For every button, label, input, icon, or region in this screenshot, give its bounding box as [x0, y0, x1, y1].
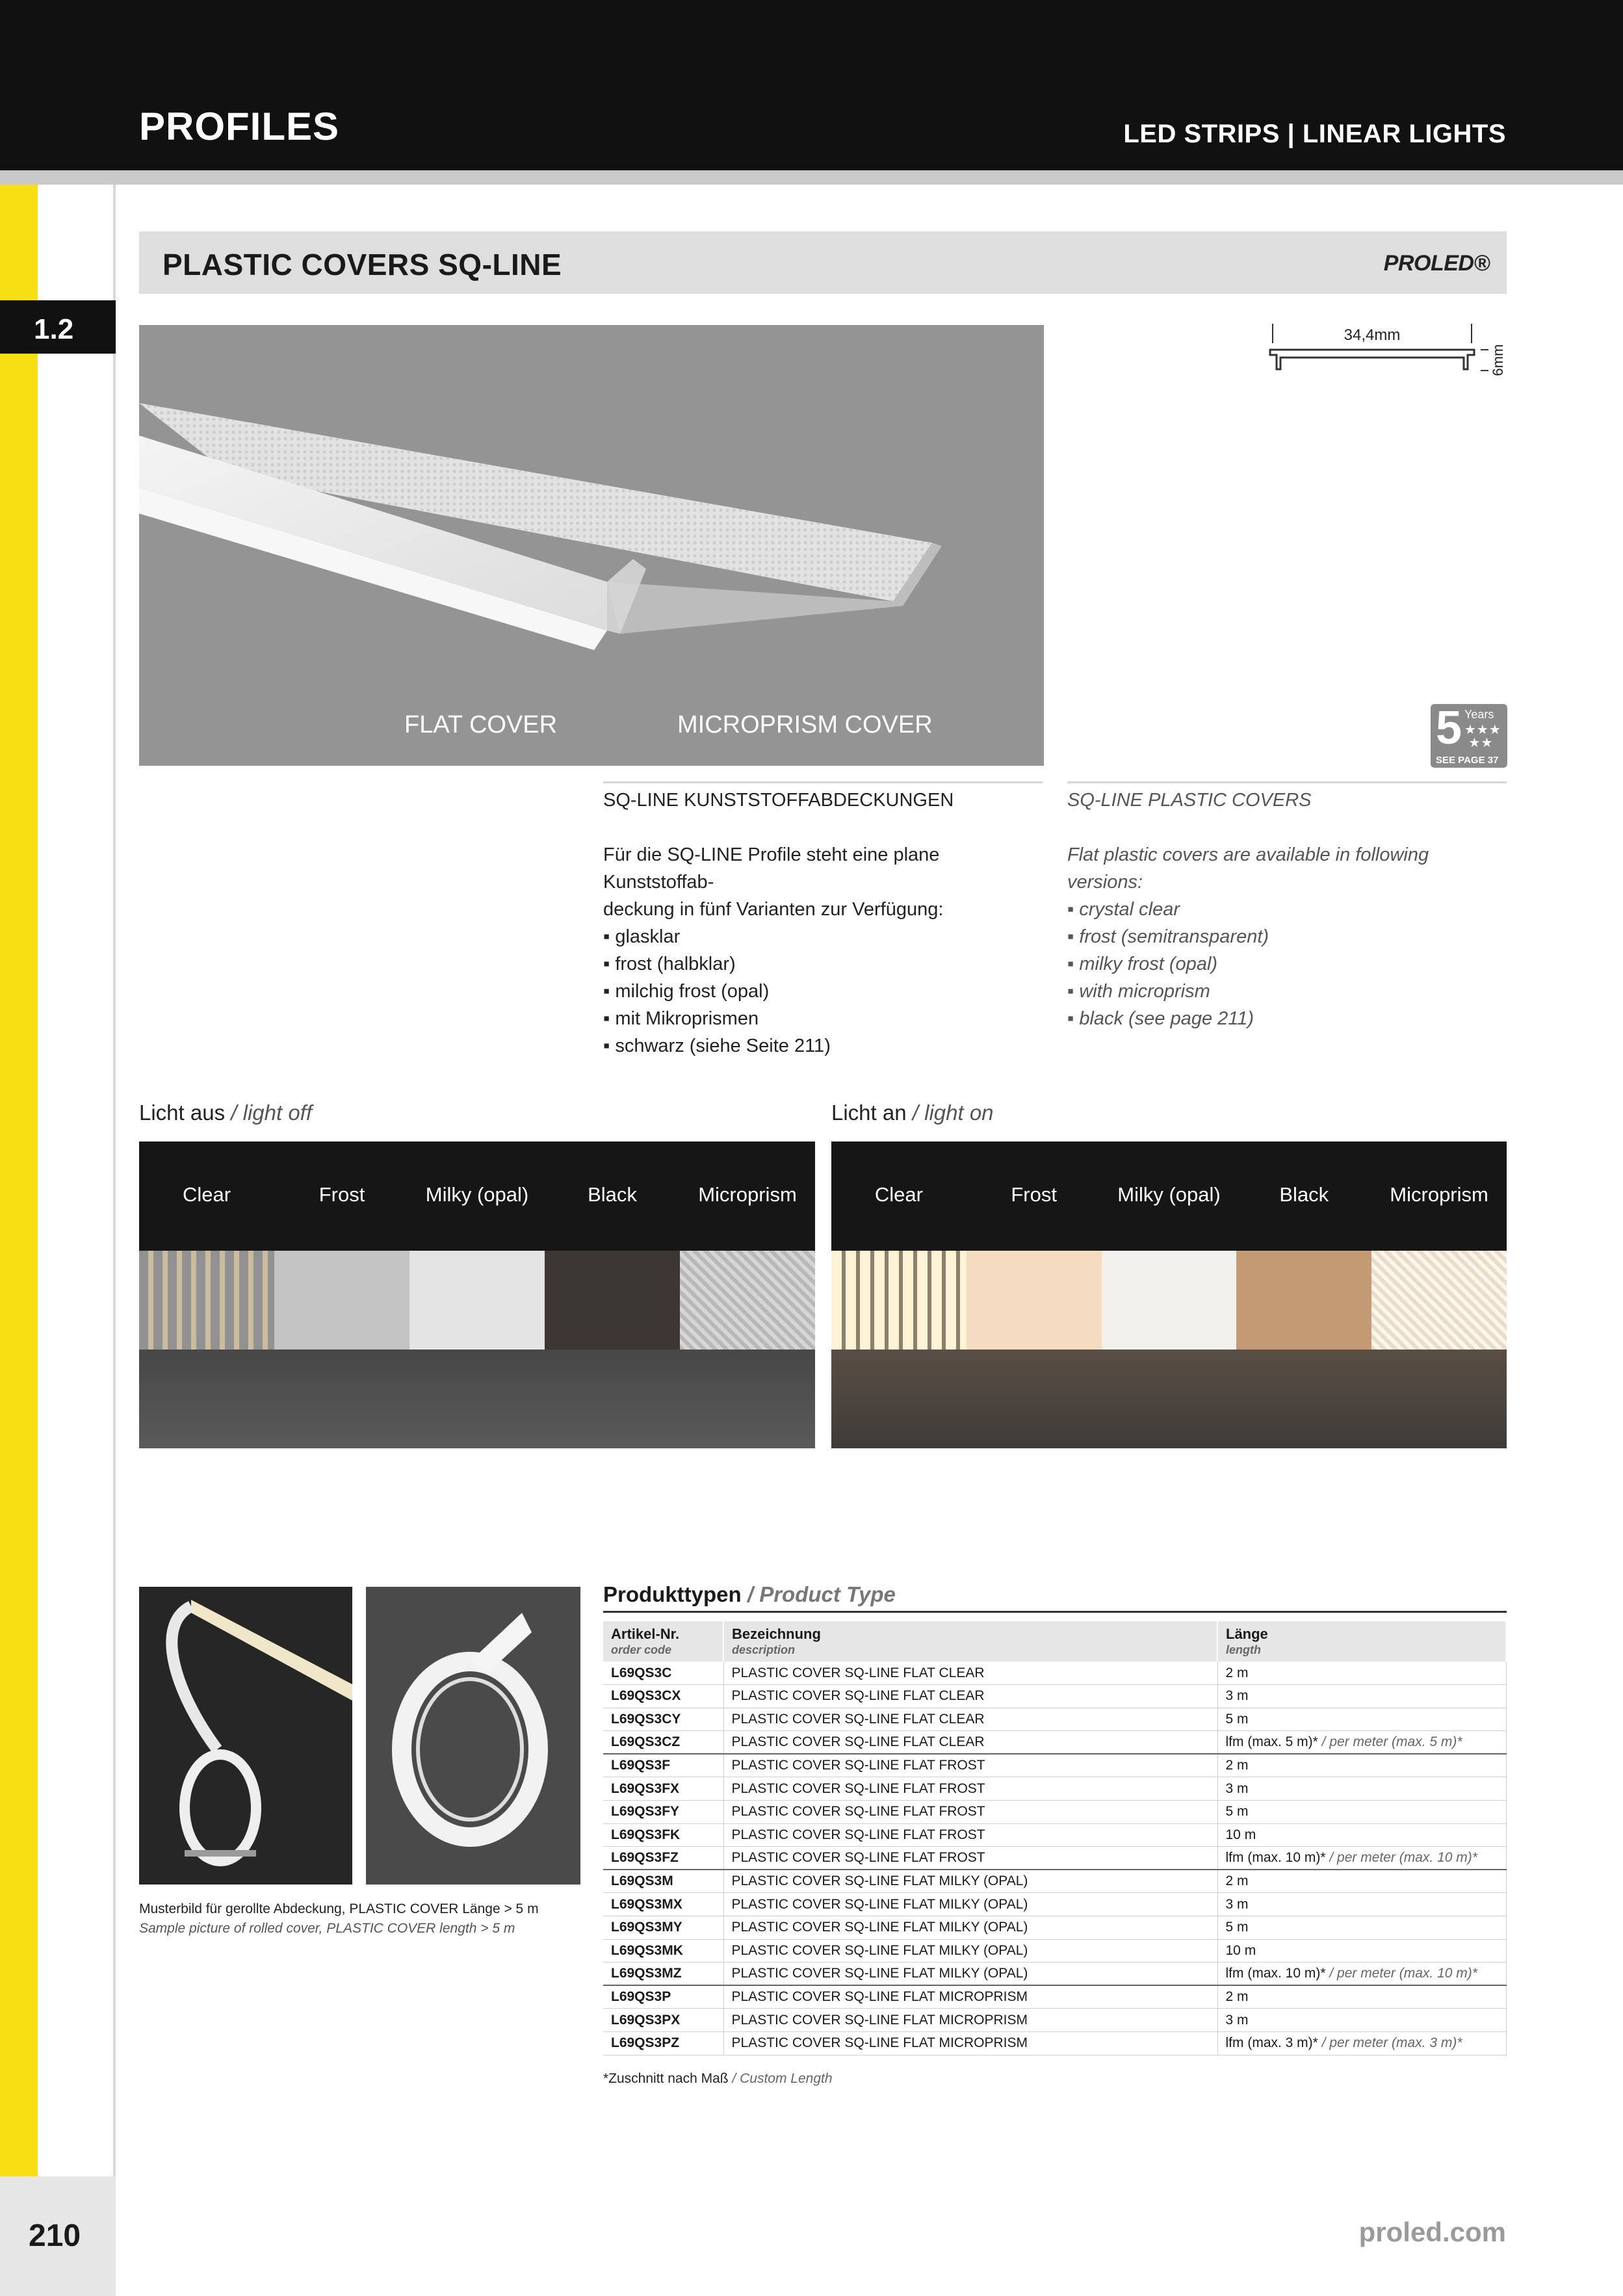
order-code: L69QS3CZ	[603, 1731, 723, 1755]
length-de: lfm (max. 3 m)*	[1225, 2035, 1322, 2051]
warranty-page-ref: SEE PAGE 37	[1436, 755, 1499, 766]
length	[1217, 1985, 1506, 2009]
page-number: 210	[29, 2219, 81, 2253]
order-code: L69QS3FZ	[603, 1847, 723, 1870]
black-sample	[1236, 1251, 1371, 1350]
black-sample	[545, 1251, 680, 1350]
column-header-description	[723, 1621, 1217, 1662]
frost-sample	[274, 1251, 409, 1350]
width-dimension: 34,4mm	[1344, 326, 1401, 344]
light-off-comparison	[139, 1141, 815, 1448]
cover-illustration	[139, 325, 1044, 766]
description: PLASTIC COVER SQ-LINE FLAT CLEAR	[723, 1662, 1217, 1685]
length-de: 2 m	[1225, 1989, 1249, 2005]
table-row	[603, 1847, 1506, 1870]
list-item: ▪ milky frost (opal)	[1067, 950, 1507, 978]
rolled-cover-photo	[366, 1587, 580, 1885]
length-de: 3 m	[1225, 2012, 1249, 2028]
caption-separator: /	[906, 1101, 925, 1125]
note-de: *Zuschnitt nach Maß	[603, 2071, 729, 2086]
variant-label: Black	[1279, 1183, 1329, 1206]
caption-en: light on	[924, 1101, 994, 1125]
rolled-cover-installation-illustration	[139, 1587, 352, 1885]
variant-label: Clear	[874, 1183, 923, 1206]
list-item: ▪ black (see page 211)	[1067, 1005, 1507, 1032]
header-stripe	[0, 170, 1623, 185]
brand-logo: PROLED®	[1383, 251, 1490, 276]
order-code: L69QS3MK	[603, 1939, 723, 1963]
header-en: length	[1226, 1643, 1261, 1656]
height-dimension: 6mm	[1490, 344, 1506, 376]
microprism-sample	[680, 1251, 815, 1350]
description: PLASTIC COVER SQ-LINE FLAT FROST	[723, 1754, 1217, 1777]
order-code: L69QS3CX	[603, 1685, 723, 1708]
order-code: L69QS3MZ	[603, 1963, 723, 1986]
length-de: 5 m	[1225, 1711, 1249, 1727]
order-code: L69QS3FK	[603, 1823, 723, 1847]
order-code: L69QS3P	[603, 1985, 723, 2009]
milky-sample	[1102, 1251, 1237, 1350]
variant-label: Frost	[1011, 1183, 1057, 1206]
variant-label: Milky (opal)	[425, 1183, 529, 1206]
description: PLASTIC COVER SQ-LINE FLAT MILKY (OPAL)	[723, 1893, 1217, 1916]
table-title-separator: /	[741, 1582, 760, 1606]
length-en: / per meter (max. 5 m)*	[1321, 1734, 1462, 1750]
dimension-drawing	[1261, 317, 1521, 395]
variant-label: Microprism	[1390, 1183, 1488, 1206]
description: PLASTIC COVER SQ-LINE FLAT MILKY (OPAL)	[723, 1916, 1217, 1940]
photo-caption	[139, 1899, 539, 1938]
length-de: lfm (max. 10 m)*	[1225, 1850, 1330, 1866]
light-on-caption	[831, 1101, 994, 1125]
table-row	[603, 1777, 1506, 1801]
table-row	[603, 1754, 1506, 1777]
length	[1217, 1963, 1506, 1986]
list-item: ▪ with microprism	[1067, 978, 1507, 1005]
table-title-en: Product Type	[759, 1582, 896, 1606]
heading-en: SQ-LINE PLASTIC COVERS	[1067, 790, 1312, 811]
table-row	[603, 1662, 1506, 1685]
installation-photo	[139, 1587, 352, 1885]
divider	[1067, 781, 1507, 783]
length	[1217, 2032, 1506, 2055]
table-header-row	[603, 1621, 1506, 1662]
section-title: PROFILES	[139, 105, 340, 148]
table-row	[603, 1685, 1506, 1708]
table-row	[603, 1708, 1506, 1731]
table-row	[603, 1731, 1506, 1755]
intro-de-1: Für die SQ-LINE Profile steht eine plane Kunststoffab-	[603, 844, 940, 893]
order-code: L69QS3M	[603, 1870, 723, 1893]
table-row	[603, 2032, 1506, 2055]
description: PLASTIC COVER SQ-LINE FLAT MICROPRISM	[723, 1985, 1217, 2009]
caption-en: light off	[242, 1101, 313, 1125]
list-item: ▪ frost (semitransparent)	[1067, 923, 1507, 950]
order-code: L69QS3PX	[603, 2009, 723, 2032]
microprism-sample	[1371, 1251, 1507, 1350]
variant-label: Clear	[182, 1183, 231, 1206]
intro-en-1: Flat plastic covers are available in following	[1067, 844, 1429, 865]
description: PLASTIC COVER SQ-LINE FLAT FROST	[723, 1847, 1217, 1870]
strip-floor	[139, 1350, 815, 1448]
length-de: 5 m	[1225, 1804, 1249, 1820]
description-de	[603, 787, 1043, 1060]
strip-floor	[831, 1350, 1507, 1448]
description: PLASTIC COVER SQ-LINE FLAT CLEAR	[723, 1685, 1217, 1708]
chapter-tab: 1.2	[0, 300, 116, 354]
photo-caption-en	[139, 1919, 539, 1938]
length	[1217, 1801, 1506, 1824]
length-de: 5 m	[1225, 1920, 1249, 1935]
length	[1217, 1685, 1506, 1708]
microprism-cover-label: MICROPRISM COVER	[677, 711, 933, 738]
intro-en-2: versions:	[1067, 872, 1143, 893]
hero-image	[139, 325, 1044, 766]
length-de: 3 m	[1225, 1896, 1249, 1912]
frost-sample	[967, 1251, 1102, 1350]
order-code: L69QS3CY	[603, 1708, 723, 1731]
length	[1217, 1939, 1506, 1963]
accent-bar	[0, 185, 38, 2176]
description: PLASTIC COVER SQ-LINE FLAT MILKY (OPAL)	[723, 1963, 1217, 1986]
profile-cross-section	[1261, 317, 1521, 395]
caption-de: Licht an	[831, 1101, 907, 1125]
length-de: 3 m	[1225, 1781, 1249, 1796]
header-de: Länge	[1226, 1626, 1268, 1642]
footer-url[interactable]: proled.com	[1358, 2217, 1506, 2247]
clear-sample	[139, 1251, 274, 1350]
length	[1217, 1870, 1506, 1893]
column-header-length	[1217, 1621, 1506, 1662]
description: PLASTIC COVER SQ-LINE FLAT MICROPRISM	[723, 2009, 1217, 2032]
product-table	[603, 1621, 1507, 2055]
list-item: ▪ crystal clear	[1067, 896, 1507, 923]
description: PLASTIC COVER SQ-LINE FLAT MILKY (OPAL)	[723, 1870, 1217, 1893]
note-en: Custom Length	[740, 2071, 833, 2086]
length-de: lfm (max. 5 m)*	[1225, 1734, 1322, 1750]
warranty-years-label: Years	[1464, 708, 1494, 721]
description: PLASTIC COVER SQ-LINE FLAT CLEAR	[723, 1708, 1217, 1731]
length	[1217, 1847, 1506, 1870]
table-row	[603, 2009, 1506, 2032]
order-code: L69QS3MX	[603, 1893, 723, 1916]
description: PLASTIC COVER SQ-LINE FLAT MILKY (OPAL)	[723, 1939, 1217, 1963]
milky-sample	[409, 1251, 545, 1350]
description-en	[1067, 787, 1507, 1032]
length-en: / per meter (max. 3 m)*	[1321, 2035, 1462, 2051]
length	[1217, 1754, 1506, 1777]
title-band	[139, 231, 1507, 294]
order-code: L69QS3F	[603, 1754, 723, 1777]
list-item: ▪ milchig frost (opal)	[603, 978, 1043, 1005]
list-item: ▪ glasklar	[603, 923, 1043, 950]
description: PLASTIC COVER SQ-LINE FLAT MICROPRISM	[723, 2032, 1217, 2055]
variant-label: Black	[588, 1183, 637, 1206]
warranty-badge	[1431, 704, 1507, 768]
variant-list-en	[1067, 896, 1507, 1032]
flat-cover-label: FLAT COVER	[404, 711, 558, 738]
variant-label: Frost	[318, 1183, 365, 1206]
list-item: ▪ frost (halbklar)	[603, 950, 1043, 978]
table-footnote	[603, 2071, 833, 2087]
photo-caption-de: Musterbild für gerollte Abdeckung, PLASTIC COVER Länge > 5 m	[139, 1901, 539, 1916]
light-off-caption	[139, 1101, 312, 1125]
heading-de: SQ-LINE KUNSTSTOFFABDECKUNGEN	[603, 790, 954, 811]
length	[1217, 1662, 1506, 1685]
header-de: Artikel-Nr.	[611, 1626, 680, 1642]
divider	[603, 781, 1043, 783]
length	[1217, 1823, 1506, 1847]
length-de: 2 m	[1225, 1758, 1249, 1773]
length-en: / per meter (max. 10 m)*	[1329, 1850, 1477, 1866]
variant-label: Microprism	[698, 1183, 797, 1206]
margin-line	[113, 185, 116, 2176]
order-code: L69QS3C	[603, 1662, 723, 1685]
header-en: description	[732, 1643, 796, 1656]
order-code: L69QS3MY	[603, 1916, 723, 1940]
description: PLASTIC COVER SQ-LINE FLAT FROST	[723, 1823, 1217, 1847]
order-code: L69QS3PZ	[603, 2032, 723, 2055]
length	[1217, 1777, 1506, 1801]
length	[1217, 1916, 1506, 1940]
length-de: 2 m	[1225, 1873, 1249, 1889]
note-separator: /	[728, 2071, 740, 2086]
warranty-years-number: 5	[1436, 702, 1462, 754]
order-code: L69QS3FX	[603, 1777, 723, 1801]
length-de: 3 m	[1225, 1688, 1249, 1704]
star-icon: ★★★ ★★	[1464, 723, 1501, 750]
table-row	[603, 1916, 1506, 1940]
header-en: order code	[611, 1643, 672, 1656]
variant-list-de	[603, 923, 1043, 1060]
table-row	[603, 1963, 1506, 1986]
column-header-code	[603, 1621, 723, 1662]
length	[1217, 1708, 1506, 1731]
table-row	[603, 1801, 1506, 1824]
variant-label: Milky (opal)	[1117, 1183, 1221, 1206]
order-code: L69QS3FY	[603, 1801, 723, 1824]
table-row	[603, 1939, 1506, 1963]
table-title-de: Produkttypen	[603, 1582, 742, 1606]
table-rule	[603, 1611, 1507, 1613]
list-item: ▪ mit Mikroprismen	[603, 1005, 1043, 1032]
length	[1217, 1893, 1506, 1916]
table-row	[603, 1985, 1506, 2009]
category-label: LED STRIPS | LINEAR LIGHTS	[1123, 120, 1506, 148]
light-on-comparison	[831, 1141, 1507, 1448]
product-table-title	[603, 1582, 896, 1607]
length-de: 2 m	[1225, 1665, 1249, 1680]
description: PLASTIC COVER SQ-LINE FLAT FROST	[723, 1777, 1217, 1801]
list-item: ▪ schwarz (siehe Seite 211)	[603, 1032, 1043, 1060]
table-row	[603, 1870, 1506, 1893]
photo-caption-en-text: Sample picture of rolled cover, PLASTIC COVER length > 5 m	[139, 1921, 515, 1936]
length-de: lfm (max. 10 m)*	[1225, 1966, 1330, 1981]
length-en: / per meter (max. 10 m)*	[1329, 1966, 1477, 1981]
rolled-cover-illustration	[366, 1587, 580, 1885]
description: PLASTIC COVER SQ-LINE FLAT CLEAR	[723, 1731, 1217, 1755]
page-title: PLASTIC COVERS SQ-LINE	[162, 248, 562, 281]
header-de: Bezeichnung	[732, 1626, 821, 1642]
intro-de-2: deckung in fünf Varianten zur Verfügung:	[603, 899, 944, 920]
table-row	[603, 1893, 1506, 1916]
length-de: 10 m	[1225, 1942, 1256, 1958]
table-row	[603, 1823, 1506, 1847]
length-de: 10 m	[1225, 1827, 1256, 1842]
clear-sample	[831, 1251, 967, 1350]
caption-separator: /	[225, 1101, 243, 1125]
description: PLASTIC COVER SQ-LINE FLAT FROST	[723, 1801, 1217, 1824]
length	[1217, 1731, 1506, 1755]
length	[1217, 2009, 1506, 2032]
caption-de: Licht aus	[139, 1101, 226, 1125]
